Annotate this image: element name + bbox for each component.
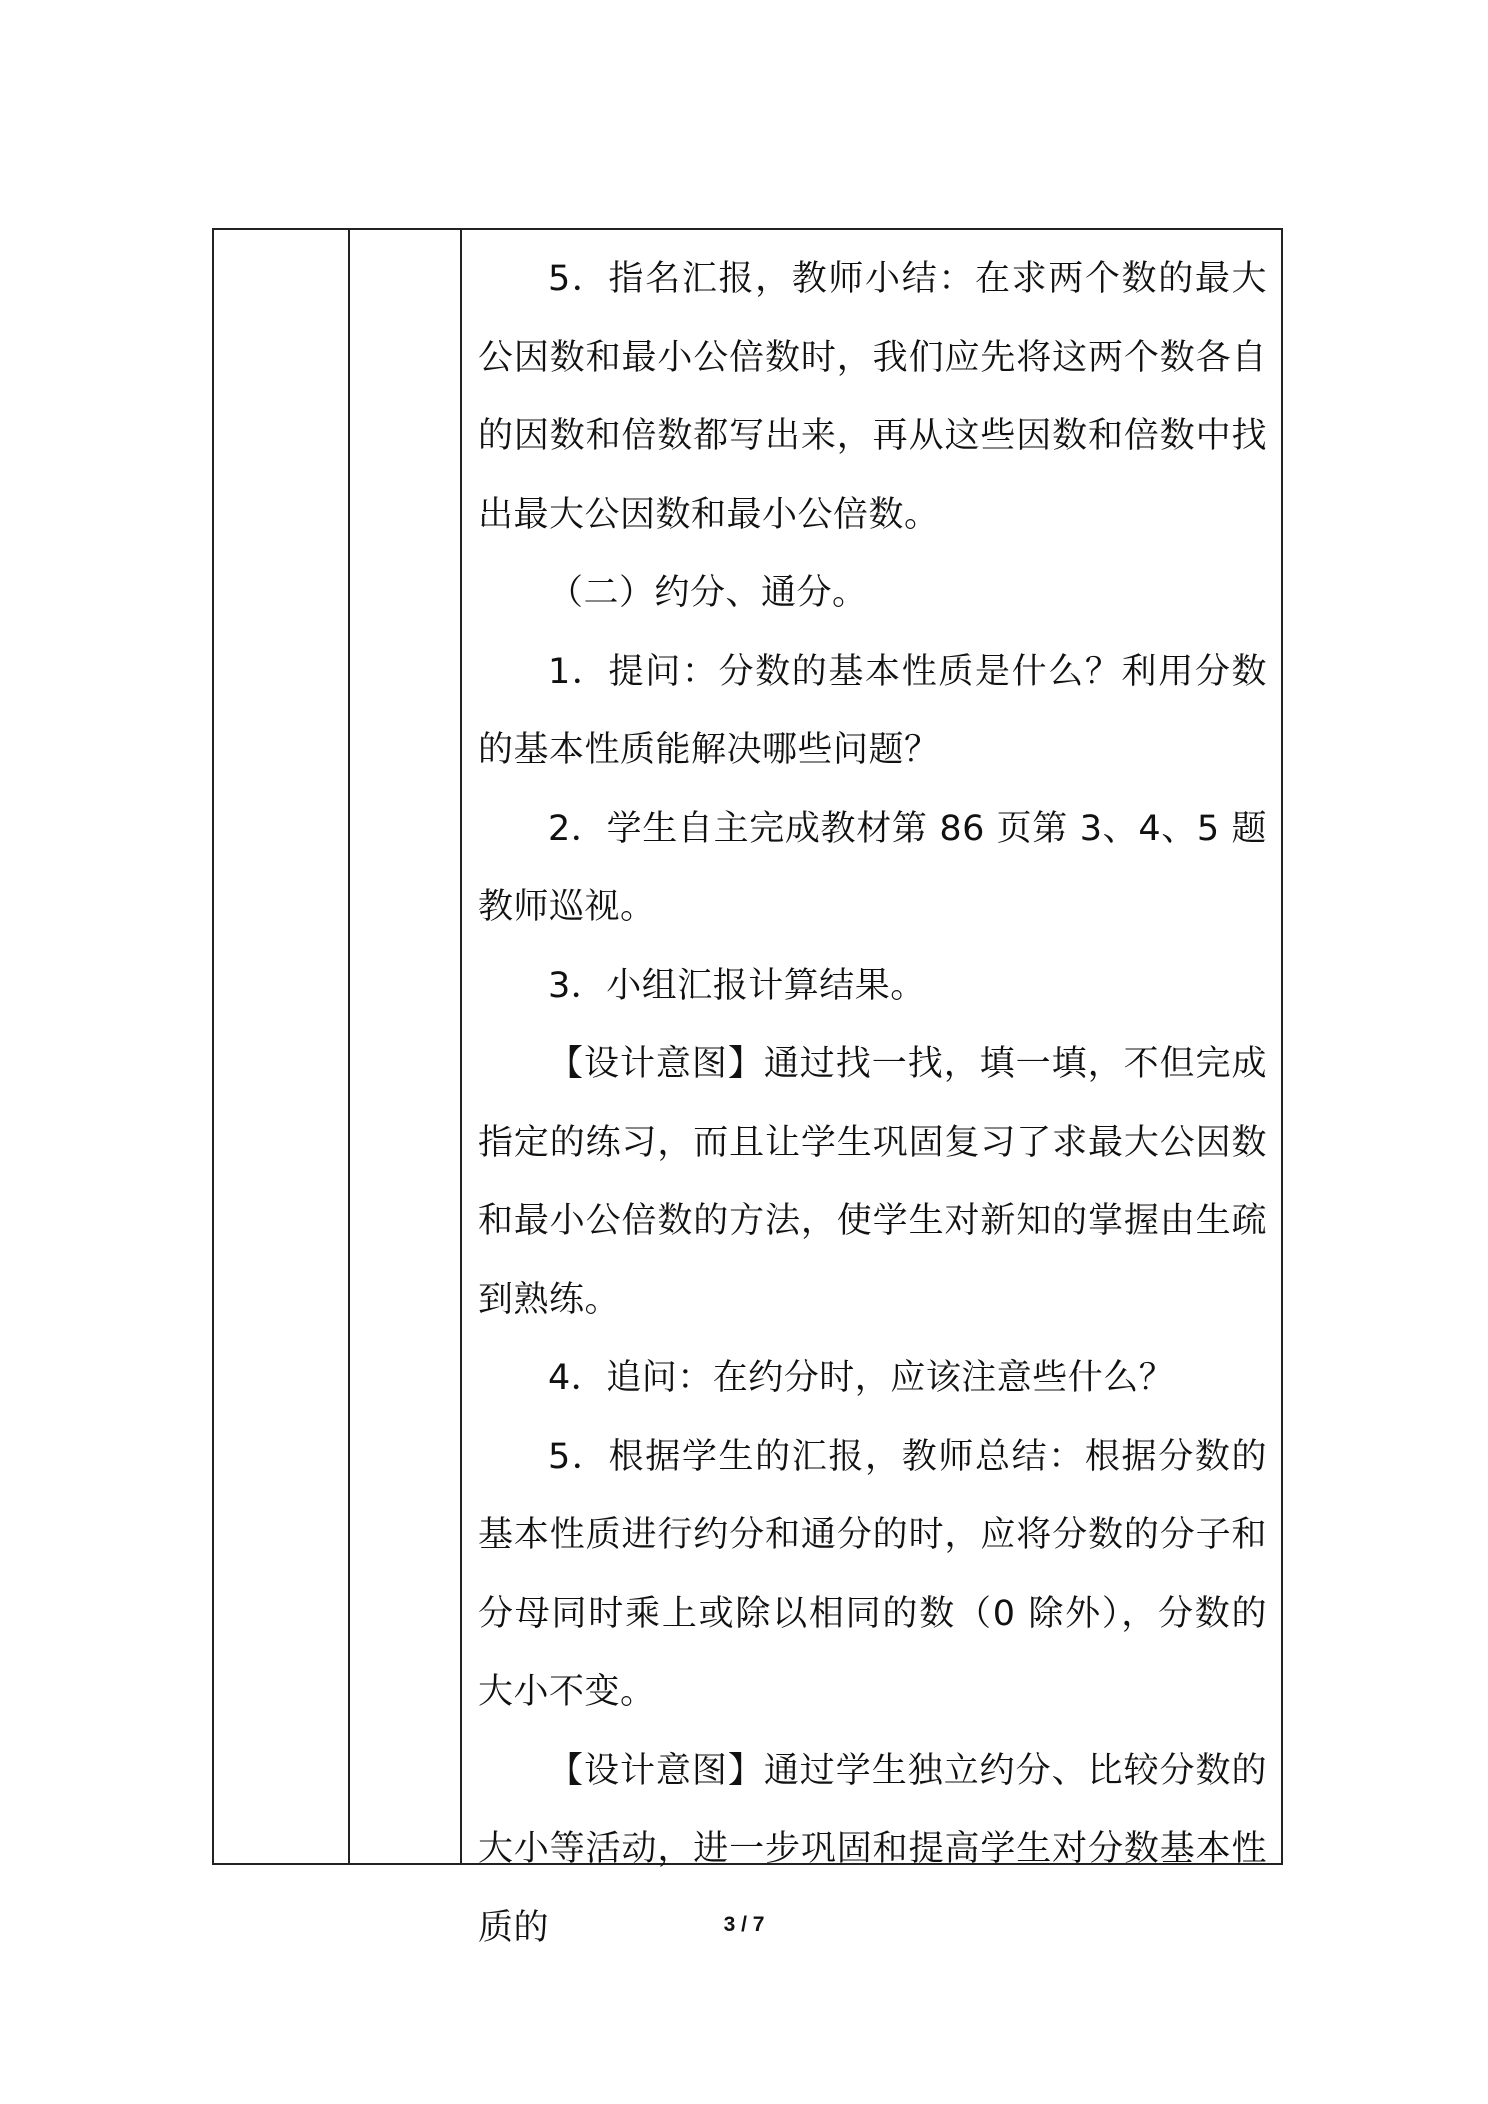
paragraph-follow-up-question: 4．追问：在约分时，应该注意些什么？ <box>548 1358 1175 1398</box>
paragraph-question: 1．提问：分数的基本性质是什么？利用分数的基本性质能解决哪些问题？ <box>478 651 1267 770</box>
page-number: 3 / 7 <box>723 1913 765 1936</box>
table-column-empty-1 <box>214 230 350 1863</box>
paragraph-design-intent-1: 【设计意图】通过找一找，填一填，不但完成指定的练习，而且让学生巩固复习了求最大公因数和最小公倍数的方法，使学生对新知的掌握由生疏到熟练。 <box>478 1044 1267 1320</box>
table-column-empty-2 <box>350 230 462 1863</box>
paragraph-section-heading: （二）约分、通分。 <box>548 573 868 613</box>
paragraph-group-report: 3．小组汇报计算结果。 <box>548 965 926 1006</box>
paragraph-teacher-conclusion: 5．根据学生的汇报，教师总结：根据分数的基本性质进行约分和通分的时，应将分数的分子和分母同时乘上或除以相同的数（0 除外），分数的大小不变。 <box>478 1436 1267 1712</box>
paragraph-exercise: 2．学生自主完成教材第 86 页第 3、4、5 题教师巡视。 <box>478 808 1267 927</box>
paragraph-summary: 5．指名汇报，教师小结：在求两个数的最大公因数和最小公倍数时，我们应先将这两个数各自的因数和倍数都写出来，再从这些因数和倍数中找出最大公因数和最小公倍数。 <box>478 259 1267 535</box>
paragraph-design-intent-2: 【设计意图】通过学生独立约分、比较分数的大小等活动，进一步巩固和提高学生对分数基本性质的 <box>478 1750 1267 1948</box>
